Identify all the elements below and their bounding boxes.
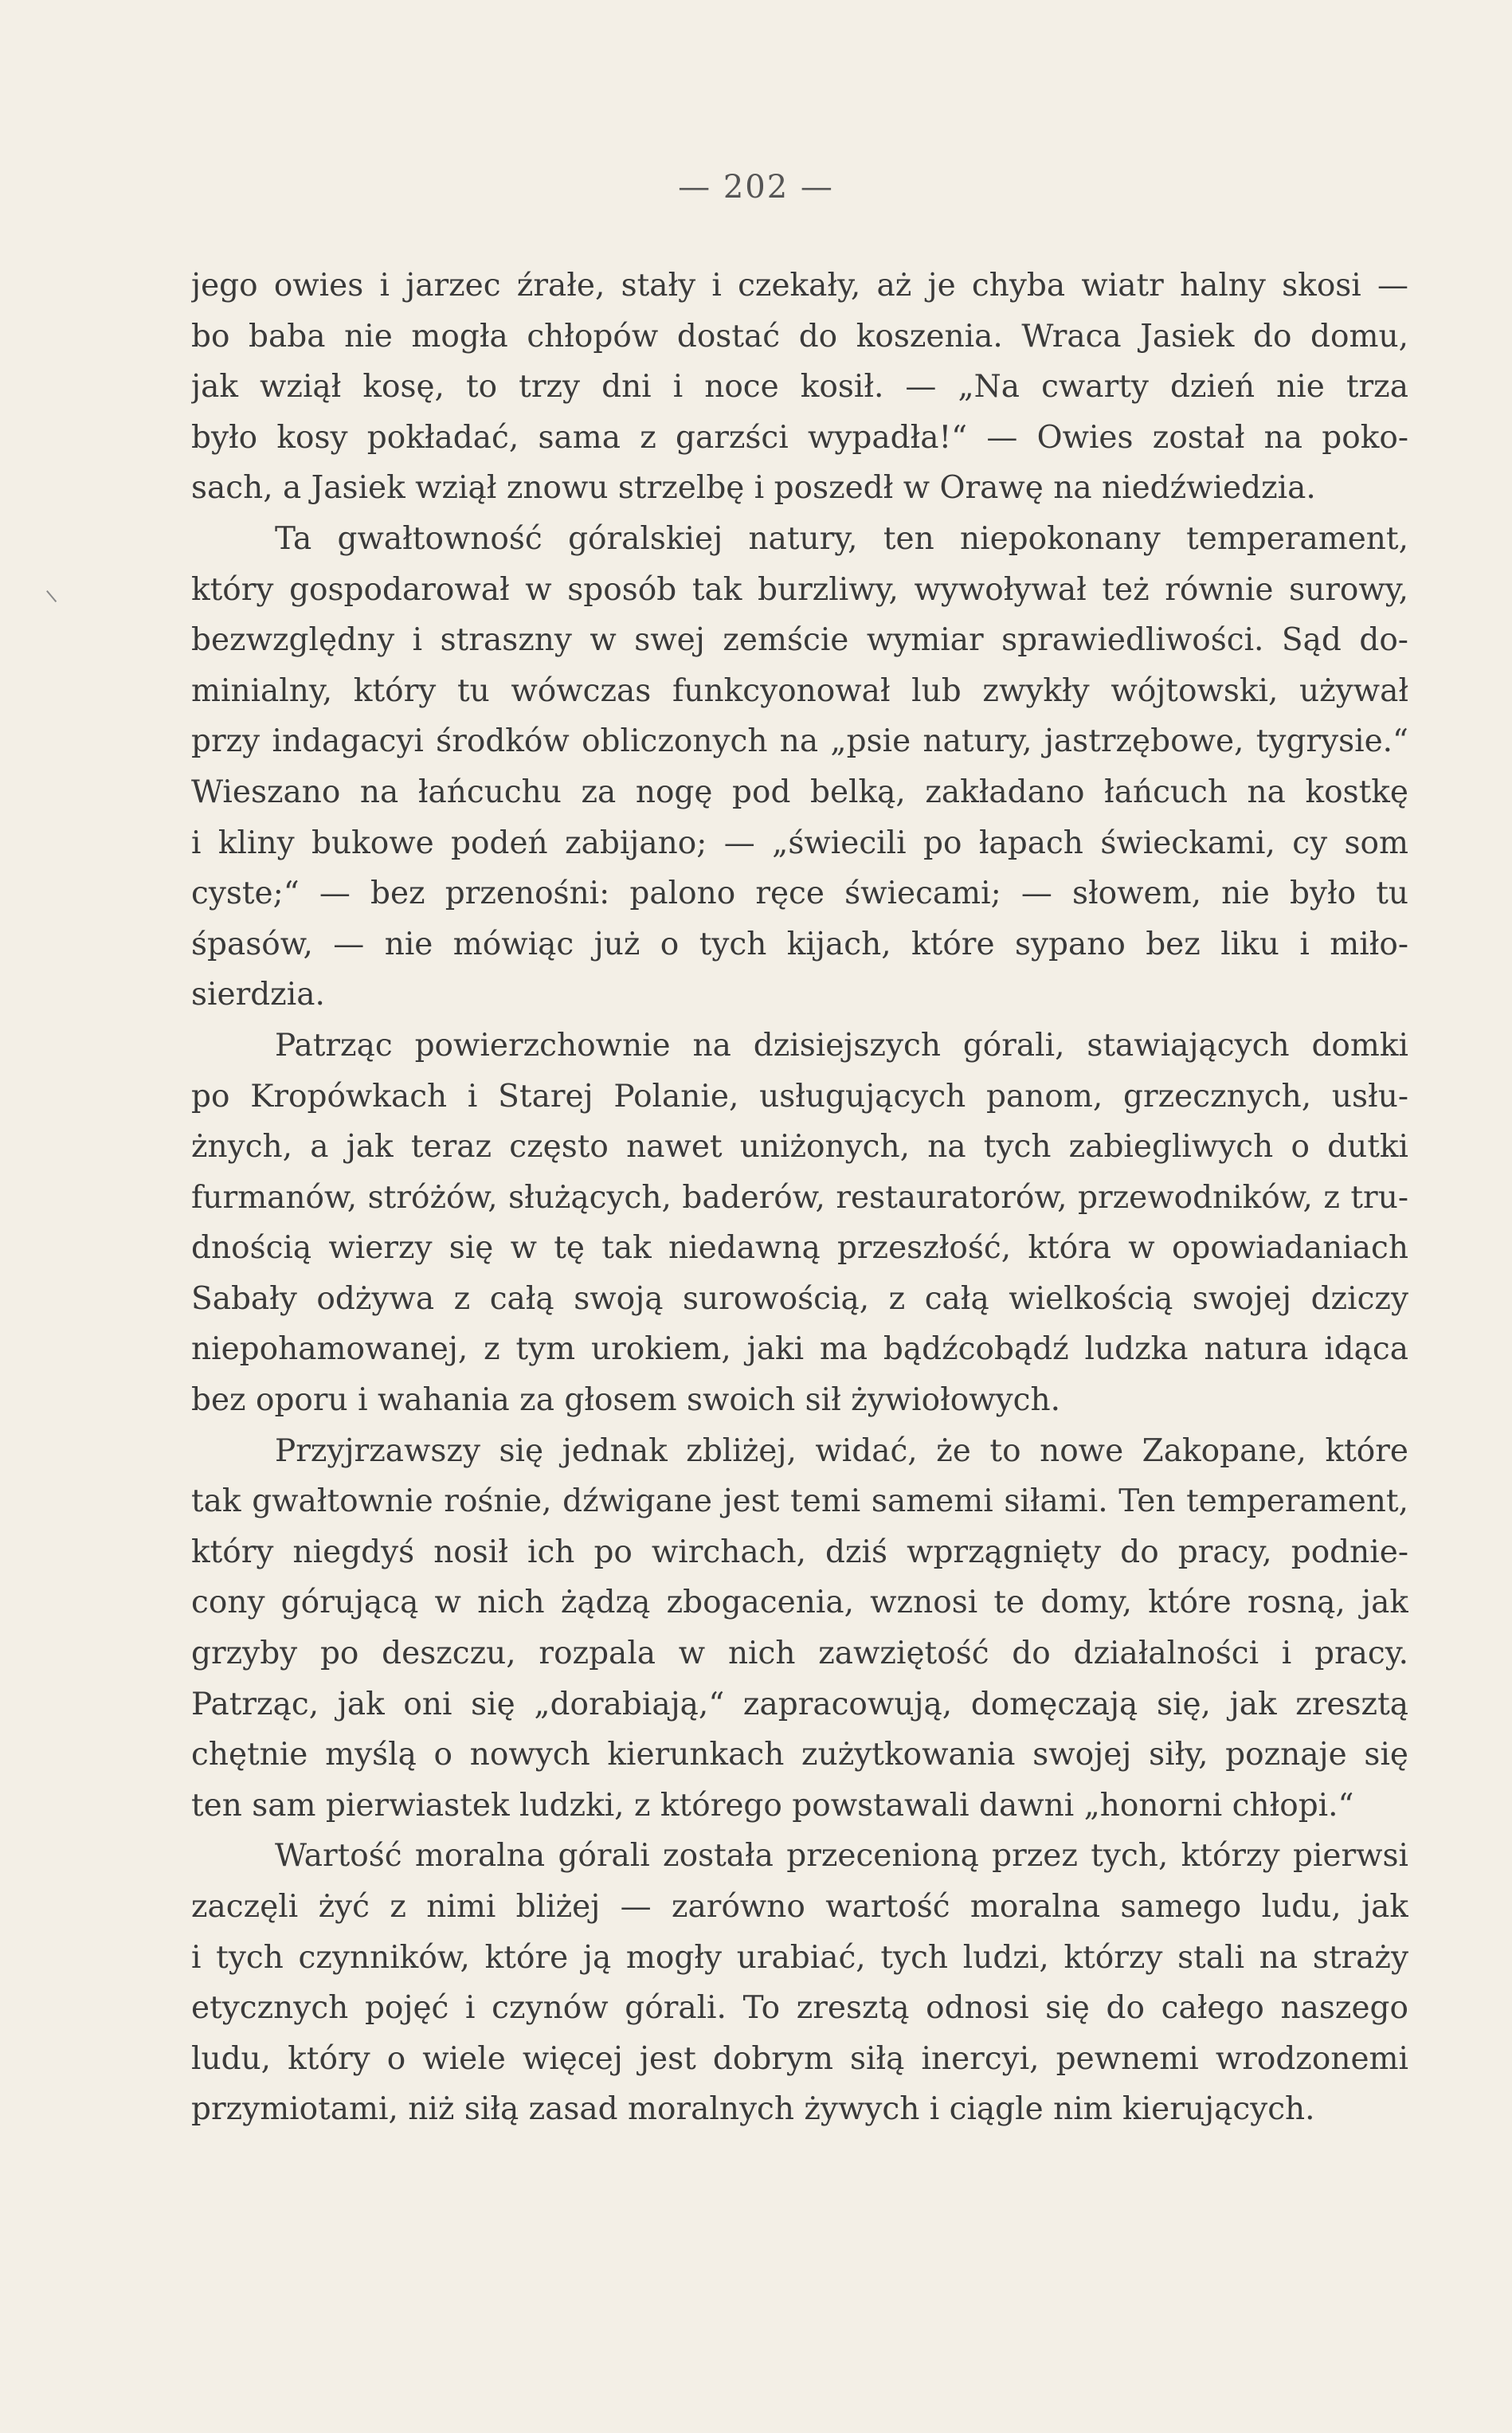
page-number: — 202 — xyxy=(678,169,834,206)
text-line: zaczęli żyć z nimi bliżej — zarówno wartość moralna samego ludu, jak xyxy=(191,1889,1408,1925)
text-line: Przyjrzawszy się jednak zbliżej, widać, że to nowe Zakopane, które xyxy=(275,1432,1408,1469)
text-line: dnością wierzy się w tę tak niedawną przeszłość, która w opowiadaniach xyxy=(191,1230,1408,1267)
text-line: jego owies i jarzec źrałe, stały i czekały, aż je chyba wiatr halny skosi — xyxy=(191,268,1408,304)
margin-pencil-mark xyxy=(46,583,65,602)
text-line: cony górującą w nich żądzą zbogacenia, wznosi te domy, które rosną, jak xyxy=(191,1585,1408,1621)
text-line: Patrząc powierzchownie na dzisiejszych górali, stawiających domki xyxy=(275,1027,1408,1064)
text-line: Sabały odżywa z całą swoją surowością, z całą wielkością swojej dziczy xyxy=(191,1280,1408,1317)
text-line: ten sam pierwiastek ludzki, z którego powstawali dawni „honorni chłopi.“ xyxy=(191,1787,1354,1824)
text-line: który gospodarował w sposób tak burzliwy, wywoływał też równie surowy, xyxy=(191,571,1408,608)
text-line: chętnie myślą o nowych kierunkach zużytkowania swojej siły, poznaje się xyxy=(191,1737,1408,1773)
text-line: bez oporu i wahania za głosem swoich sił żywiołowych. xyxy=(191,1382,1060,1419)
text-line: po Kropówkach i Starej Polanie, usługujących panom, grzecznych, usłu- xyxy=(191,1078,1408,1115)
text-line: minialny, który tu wówczas funkcyonował lub zwykły wójtowski, używał xyxy=(191,672,1408,709)
text-line: śpasów, — nie mówiąc już o tych kijach, które sypano bez liku i miło- xyxy=(191,926,1408,962)
text-line: tak gwałtownie rośnie, dźwigane jest temi samemi siłami. Ten temperament, xyxy=(191,1483,1408,1520)
text-line: i kliny bukowe podeń zabijano; — „świecili po łapach świeckami, cy som xyxy=(191,825,1408,861)
text-line: Wartość moralna górali została przecenioną przez tych, którzy pierwsi xyxy=(275,1838,1408,1875)
text-line: przy indagacyi środków obliczonych na „psie natury, jastrzębowe, tygrysie.“ xyxy=(191,723,1408,760)
text-line: Wieszano na łańcuchu za nogę pod belką, zakładano łańcuch na kostkę xyxy=(191,774,1408,810)
text-line: jak wziął kosę, to trzy dni i noce kosił. — „Na cwarty dzień nie trza xyxy=(191,369,1408,406)
text-line: i tych czynników, które ją mogły urabiać, tych ludzi, którzy stali na straży xyxy=(191,1939,1408,1976)
text-line: cyste;“ — bez przenośni: palono ręce świecami; — słowem, nie było tu xyxy=(191,876,1408,912)
text-line: ludu, który o wiele więcej jest dobrym siłą inercyi, pewnemi wrodzonemi xyxy=(191,2040,1408,2077)
text-line: Patrząc, jak oni się „dorabiają,“ zapracowują, domęczają się, jak zresztą xyxy=(191,1686,1408,1722)
text-line: furmanów, stróżów, służących, baderów, restauratorów, przewodników, z tru- xyxy=(191,1179,1408,1216)
text-line: było kosy pokładać, sama z garzści wypadła!“ — Owies został na poko- xyxy=(191,419,1408,456)
text-line: sach, a Jasiek wziął znowu strzelbę i poszedł w Orawę na niedźwiedzia. xyxy=(191,470,1316,507)
text-line: przymiotami, niż siłą zasad moralnych żywych i ciągle nim kierujących. xyxy=(191,2091,1315,2128)
text-line: żnych, a jak teraz często nawet uniżonych, na tych zabiegliwych o dutki xyxy=(191,1129,1408,1166)
text-line: który niegdyś nosił ich po wirchach, dziś wprzągnięty do pracy, podnie- xyxy=(191,1534,1408,1570)
body-text xyxy=(191,261,1408,2135)
text-line: etycznych pojęć i czynów górali. To zresztą odnosi się do całego naszego xyxy=(191,1990,1408,2027)
text-line: Ta gwałtowność góralskiej natury, ten niepokonany temperament, xyxy=(275,520,1408,557)
text-line: grzyby po deszczu, rozpala w nich zawziętość do działalności i pracy. xyxy=(191,1636,1408,1672)
text-line: bo baba nie mogła chłopów dostać do koszenia. Wraca Jasiek do domu, xyxy=(191,318,1408,355)
text-line: niepohamowanej, z tym urokiem, jaki ma bądźcobądź ludzka natura idąca xyxy=(191,1331,1408,1368)
text-line: sierdzia. xyxy=(191,977,325,1013)
text-line: bezwzględny i straszny w swej zemście wymiar sprawiedliwości. Sąd do- xyxy=(191,622,1408,659)
